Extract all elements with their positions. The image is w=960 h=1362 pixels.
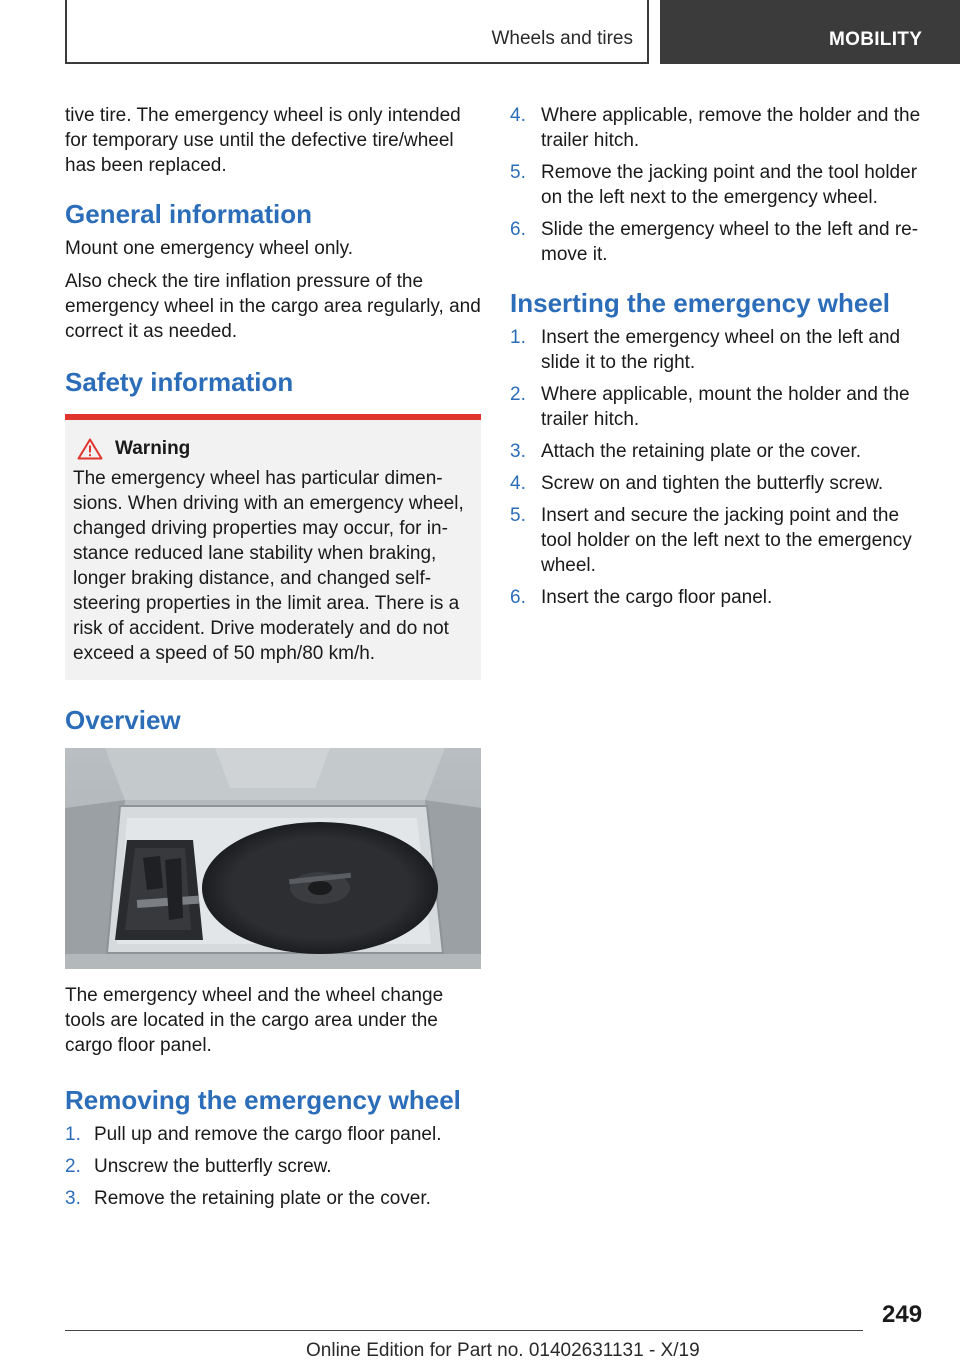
- step-text: Insert the cargo floor panel.: [541, 587, 773, 608]
- list-item: [65, 1154, 481, 1179]
- list-item: [65, 1122, 481, 1147]
- step-text: Pull up and remove the cargo floor panel.: [94, 1124, 442, 1145]
- cargo-area-image: [65, 748, 481, 969]
- step-number: 6.: [510, 587, 526, 608]
- step-text: Slide the emergency wheel to the left and remove it.: [541, 219, 919, 265]
- right-column: [510, 103, 924, 617]
- header-chapter-tab: [660, 0, 960, 64]
- step-number: 4.: [510, 105, 526, 126]
- list-item: [510, 585, 924, 610]
- warning-text: The emergency wheel has particular dimensions. When driving with an emergency wheel, changed driving properties may occur, for instance reduced lane stability when braking, longer braking distance, and changed self-steering properties in the limit area. There is a risk of accident. Drive moderately and do not exceed a speed of 50 mph/80 km/h.: [73, 468, 464, 664]
- step-number: 4.: [510, 473, 526, 494]
- step-text: Where applicable, mount the holder and the trailer hitch.: [541, 384, 910, 430]
- list-item: [65, 1186, 481, 1211]
- removing-heading: Removing the emergency wheel: [65, 1085, 461, 1115]
- intro-paragraph: tive tire. The emergency wheel is only intended for temporary use until the defective tire/wheel has been replaced.: [65, 105, 461, 176]
- step-text: Remove the retaining plate or the cover.: [94, 1188, 431, 1209]
- safety-information-heading: Safety information: [65, 367, 294, 397]
- general-information-heading: General information: [65, 199, 313, 229]
- step-text: Insert the emergency wheel on the left and slide it to the right.: [541, 327, 901, 373]
- list-item: [510, 471, 924, 496]
- step-number: 3.: [65, 1188, 81, 1209]
- footer-edition: Online Edition for Part no. 01402631131 - X/19: [306, 1340, 700, 1361]
- removing-steps-list: [65, 1122, 481, 1211]
- list-item: [510, 382, 924, 432]
- step-number: 2.: [510, 384, 526, 405]
- step-number: 5.: [510, 162, 526, 183]
- step-text: Insert and secure the jacking point and the tool holder on the left next to the emergency wheel.: [541, 505, 912, 576]
- step-number: 1.: [510, 327, 526, 348]
- step-text: Attach the retaining plate or the cover.: [541, 441, 862, 462]
- general-paragraph-2: Also check the tire inflation pressure of the emergency wheel in the cargo area regularly, and correct it as needed.: [65, 271, 481, 342]
- step-number: 2.: [65, 1156, 81, 1177]
- warning-box: [65, 420, 481, 680]
- header-section-box: [65, 0, 649, 64]
- list-item: [510, 103, 924, 153]
- header-section-title: Wheels and tires: [491, 28, 633, 49]
- step-number: 6.: [510, 219, 526, 240]
- step-number: 1.: [65, 1124, 81, 1145]
- overview-caption: The emergency wheel and the wheel change tools are located in the cargo area under the cargo floor panel.: [65, 985, 444, 1056]
- list-item: [510, 160, 924, 210]
- warning-title: Warning: [115, 438, 191, 459]
- cargo-area-illustration: [65, 748, 481, 969]
- list-item: [510, 325, 924, 375]
- step-text: Where applicable, remove the holder and the trailer hitch.: [541, 105, 921, 151]
- left-column: [65, 103, 481, 1218]
- inserting-steps-list: [510, 325, 924, 610]
- header-chapter-title: MOBILITY: [829, 29, 923, 50]
- step-number: 3.: [510, 441, 526, 462]
- list-item: [510, 217, 924, 267]
- removing-steps-continued-list: [510, 103, 924, 267]
- general-paragraph-1: Mount one emergency wheel only.: [65, 238, 353, 259]
- page-number: 249: [882, 1301, 923, 1328]
- step-number: 5.: [510, 505, 526, 526]
- inserting-heading: Inserting the emergency wheel: [510, 288, 891, 318]
- warning-header: [73, 438, 473, 460]
- list-item: [510, 503, 924, 578]
- step-text: Screw on and tighten the butterfly screw.: [541, 473, 884, 494]
- list-item: [510, 439, 924, 464]
- footer-divider: [65, 1330, 863, 1331]
- step-text: Unscrew the butterfly screw.: [94, 1156, 332, 1177]
- step-text: Remove the jacking point and the tool holder on the left next to the emergency wheel.: [541, 162, 918, 208]
- overview-heading: Overview: [65, 705, 181, 735]
- warning-triangle-icon: [77, 438, 103, 460]
